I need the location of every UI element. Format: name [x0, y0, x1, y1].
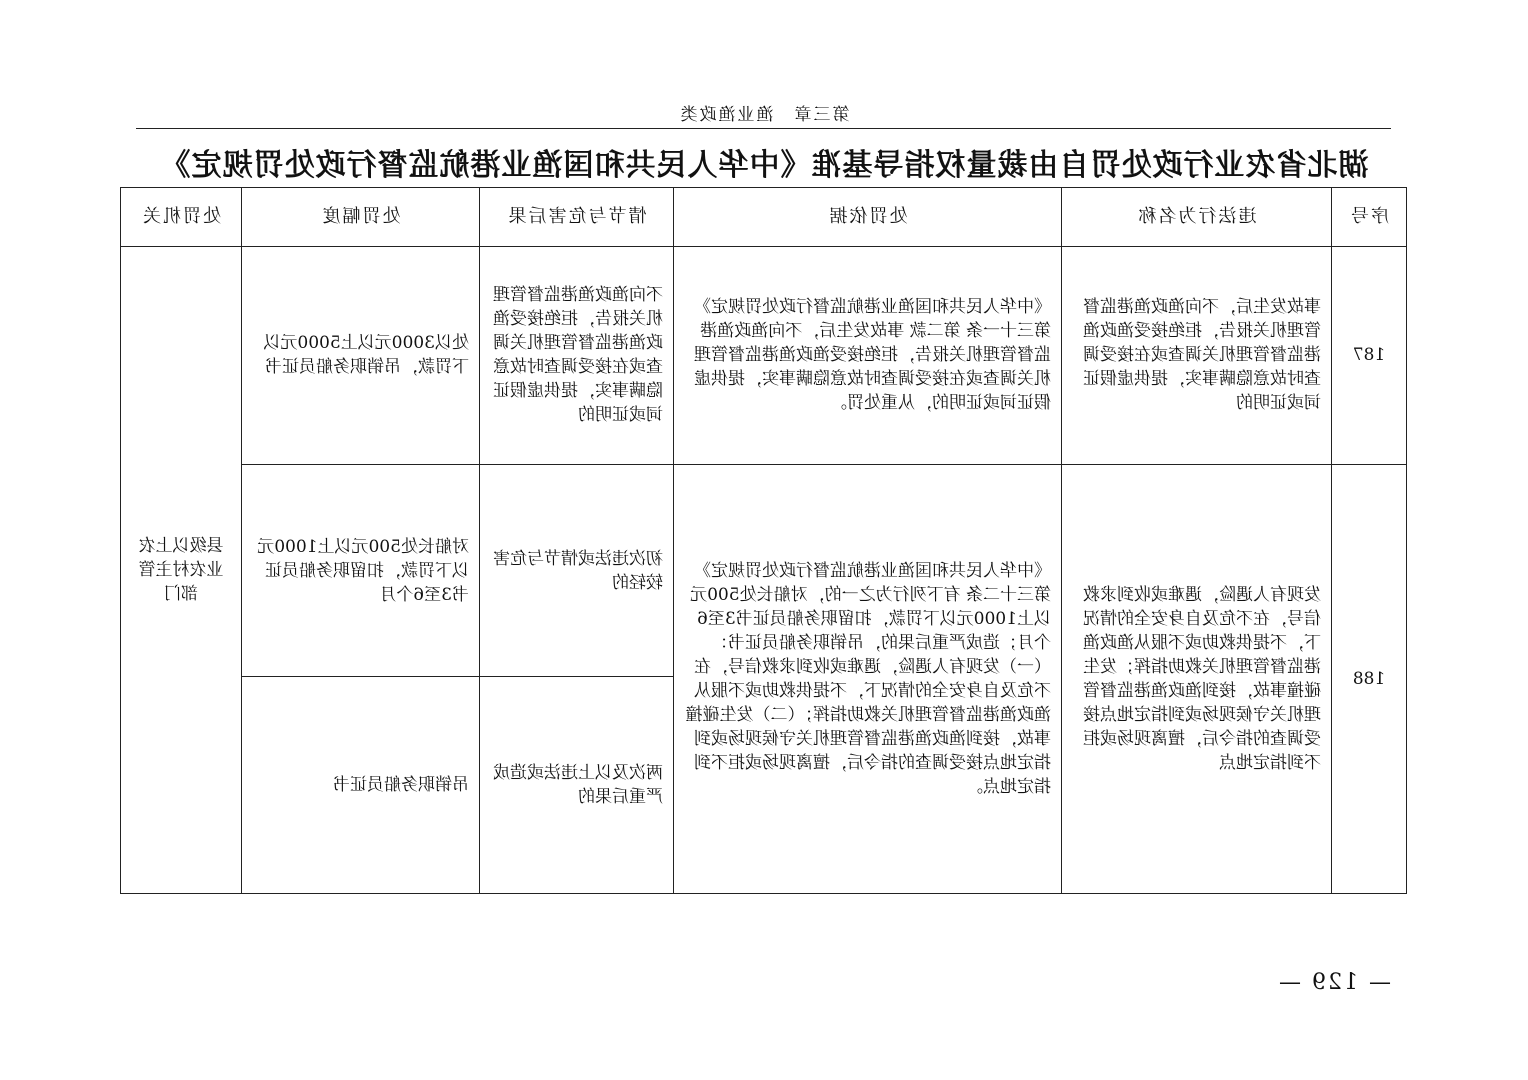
- row-circumstances: 初次违法或情节与危害较轻的: [480, 464, 674, 677]
- row-circumstances: 两次及以上违法或造成严重后果的: [480, 677, 674, 894]
- table-row: [121, 247, 1407, 465]
- row-penalty-range: 对船长处500元以上1000元以下罚款，扣留职务船员证书3至6个月: [242, 464, 480, 677]
- header-rule: [136, 128, 1391, 129]
- header-authority: 处罚机关: [121, 188, 242, 247]
- running-head: 第三章 渔业渔政类: [678, 105, 850, 125]
- penalty-table: [120, 187, 1407, 894]
- row-legal-basis: 《中华人民共和国渔业港航监督行政处罚规定》第三十二条 有下列行为之一的，对船长处500元以上1000元以下罚款，扣留职务船员证书3至6个月；造成严重后果的，吊销职务船员证书：（一）发现有人遇险，遇难或收到求救信号，在不危及自身安全的情况下，不提供救助或不服从渔政渔港监督管理机关救助指挥；（二）发生碰撞事故，接到渔政渔港监督管理机关守候现场或到指定地点接受调查的指令后，擅离现场或拒不到指定地点。: [674, 464, 1062, 893]
- row-violation-name: 发现有人遇险，遇难或收到求救信号，在不危及自身安全的情况下，不提供救助或不服从渔政渔港监督管理机关救助指挥；发生碰撞事故，接到渔政渔港监督管理机关守候现场或到指定地点接受调查的指令后，擅离现场或拒不到指定地点: [1062, 464, 1332, 893]
- page-number: — 129 —: [1277, 970, 1391, 995]
- row-legal-basis: 《中华人民共和国渔业港航监督行政处罚规定》第三十一条 第二款 事故发生后，不向渔政渔港监督管理机关报告，拒绝接受渔政渔港监督管理机关调查或在接受调查时故意隐瞒事实，提供虚假证词或证明的，从重处罚。: [674, 247, 1062, 465]
- header-legal-basis: 处罚依据: [674, 188, 1062, 247]
- header-violation-name: 违法行为名称: [1062, 188, 1332, 247]
- document-title: 湖北省农业行政处罚自由裁量权指导基准《中华人民共和国渔业港航监督行政处罚规定》: [159, 148, 1369, 183]
- row-serial: 188: [1332, 464, 1407, 893]
- row-penalty-range: 处以3000元以上5000元以下罚款，吊销职务船员证书: [242, 247, 480, 465]
- header-penalty-range: 处罚幅度: [242, 188, 480, 247]
- row-circumstances: 不向渔政渔港监督管理机关报告，拒绝接受渔政渔港监督管理机关调查或在接受调查时故意隐瞒事实，提供虚假证词或证明的: [480, 247, 674, 465]
- table-header-row: [121, 188, 1407, 247]
- row-violation-name: 事故发生后，不向渔政渔港监督管理机关报告，拒绝接受渔政渔港监督管理机关调查或在接受调查时故意隐瞒事实，提供虚假证词或证明的: [1062, 247, 1332, 465]
- row-penalty-range: 吊销职务船员证书: [242, 677, 480, 894]
- row-serial: 187: [1332, 247, 1407, 465]
- header-serial: 序号: [1332, 188, 1407, 247]
- table-row: [121, 464, 1407, 677]
- header-circumstances: 情节与危害后果: [480, 188, 674, 247]
- penalty-authority: 县级以上农业农村主管部门: [121, 247, 242, 894]
